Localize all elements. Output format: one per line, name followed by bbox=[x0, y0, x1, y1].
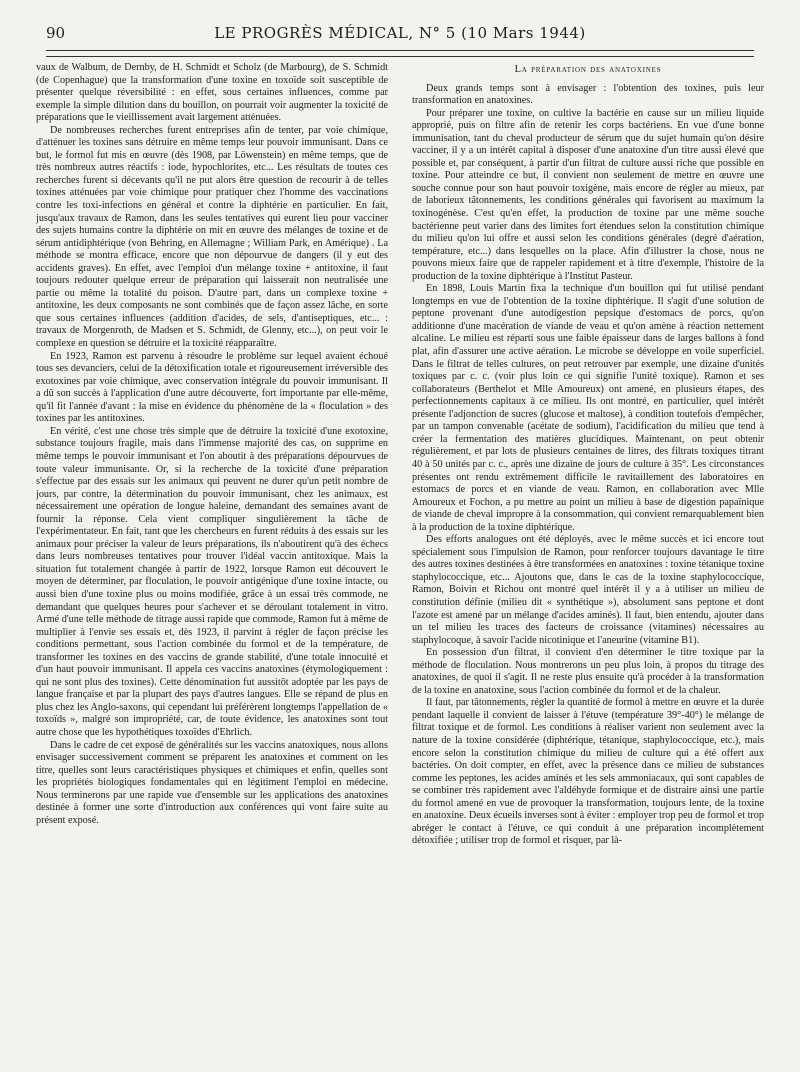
paragraph: vaux de Walbum, de Dernby, de H. Schmidt et Scholz (de Marbourg), de S. Schmidt (de Copenhague) que la transformation d'une toxine en toxoïde soit susceptible de présenter quelque réversibilité : en effet, sous certaines influences, comme par exemple la simple dilution dans du bouillon, on pourrait voir augmenter la toxicité de préparations que le vieillissement avait largement atténuées. bbox=[36, 62, 388, 124]
right-column bbox=[412, 62, 764, 1062]
paragraph: De nombreuses recherches furent entreprises afin de tenter, par voie chimique, d'atténuer les toxines sans détruire en même temps leur pouvoir immunisant. Dans ce but, le formol fut mis en œuvre (dès 1908, par Löwenstein) en même temps, que de très nombreux autres réactifs : iode, hypochlorites, etc... Les résultats de toutes ces recherches furent si décevants qu'il ne put alors être question de recourir à de telles toxines atténuées par voie chimique pour pratiquer chez l'homme des vaccinations contre les toxi-infections en général et contre la diphtérie en particulier. En fait, jusqu'aux travaux de Ramon, dans les seules tentatives qui eurent lieu pour vacciner des sujets humains contre la diphtérie on mit en œuvre des mélanges de toxine et de sérum antidiphtérique (von Behring, en Allemagne ; William Park, en Amérique) . La méthode se montra efficace, encore que non dépourvue de dangers (il y eut des accidents graves). En effet, avec l'emploi d'un mélange toxine + antitoxine, il faut toujours redouter quelque erreur de préparation qui laisserait non neutralisée une partie ou même la totalité du poison. D'autre part, dans un complexe toxine + antitoxine, les deux composants ne sont combinés que de façon assez lâche, en sorte que sous certaines influences (addition d'acides, de sels, d'antiseptiques, etc... : travaux de Morgenroth, de Madsen et S. Schmidt, de Glenny, etc...), on peut voir le complexe en question se détruire et la toxicité réapparaître. bbox=[36, 124, 388, 350]
page-header bbox=[46, 24, 754, 48]
header-rule bbox=[46, 50, 754, 57]
paragraph: Des efforts analogues ont été déployés, avec le même succès et ici encore tout spécialement sous l'impulsion de Ramon, pour renforcer toujours davantage le titre des autres toxines destinées à être transformées en anatoxines : toxine tétanique toxine staphylococcique, etc... Ajoutons que, dans le cas de la toxine staphylococcique, Ramon, Boivin et Richou ont montré quel intérêt il y a à utiliser un milieu de constitution définie (milieu dit « synthétique »), absolument sans peptone et dont l'azote est amené par un mélange d'acides aminés). Il faut, bien entendu, ajouter dans un tel milieu les traces des facteurs de croissance (vitamines) nécessaires au staphylocoque, à savoir l'acide nicotinique et l'aneurine (vitamine B1). bbox=[412, 534, 764, 646]
paragraph: Deux grands temps sont à envisager : l'obtention des toxines, puis leur transformation en anatoxines. bbox=[412, 82, 764, 107]
paragraph: En possession d'un filtrat, il convient d'en déterminer le titre toxique par la méthode de floculation. Nous montrerons un peu plus loin, à propos du titrage des anatoxines, de quoi il s'agit. Il ne reste plus ensuite qu'à procéder à la transformation de la toxine en anatoxine, sous l'action combinée du formol et de la chaleur. bbox=[412, 647, 764, 696]
paragraph: Il faut, par tâtonnements, régler la quantité de formol à mettre en œuvre et la durée pendant laquelle il convient de laisser à l'étuve (température 39°-40°) le mélange de filtrat toxique et de formol. Les conditions à réaliser varient non seulement avec la nature de la toxine considérée (diphtérique, tétanique, staphylococcique, etc.), mais encore selon la constitution chimique du milieu de culture qui a été offert aux bactéries. On doit compter, en effet, avec la présence dans ce milieu de substances comme les peptones, les acides aminés et les sels ammoniacaux, qui sont capables de se combiner très rapidement avec l'aldéhyde formique et de distraire ainsi une partie du formol amené en vue de provoquer la transformation, toujours lente, de la toxine en anatoxine. Deux écueils inverses sont à éviter : employer trop peu de formol et trop abréger le contact à l'étuve, ce qui conduit à une préparation incomplètement détoxifiée ; utiliser trop de formol et risquer, par là- bbox=[412, 697, 764, 847]
running-title: LE PROGRÈS MÉDICAL, N° 5 (10 Mars 1944) bbox=[214, 24, 586, 42]
left-column bbox=[36, 62, 388, 1062]
paragraph: En vérité, c'est une chose très simple que de détruire la toxicité d'une exotoxine, substance toujours fragile, mais dans l'immense majorité des cas, on supprime en même temps le pouvoir immunisant et l'on aboutit à des préparations dépourvues de toute valeur immunisante. Or, si la recherche de la toxicité d'une préparation s'effectue par des essais sur les animaux qui peuvent ne durer qu'un petit nombre de jours, par contre, la détermination du pouvoir immunisant, chez les animaux, est nécessairement une opération de longue haleine, demandant des semaines avant de fournir la réponse. Cela vient compliquer singulièrement la tâche de l'expérimentateur. En fait, tant que les chercheurs en furent réduits à des essais sur les animaux pour préciser la valeur de leurs préparations, ils n'aboutirent qu'à des échecs dans leurs nombreuses tentatives pour trouver l'idéal vaccin antitoxique. Mais la situation fut totalement changée à partir de 1922, lorsque Ramon eut découvert le moyen de déterminer, par floculation, le pouvoir antigénique d'une toxine intacte, ou aussi bien d'une toxine plus ou moins modifiée, grâce à un essai très commode, ne demandant que quelques heures pour s'achever et se déroulant totalement in vitro. Armé d'une telle méthode de titrage aussi rapide que commode, Ramon fut à même de multiplier à l'envie ses essais et, dès 1923, il parvint à régler de façon précise les conditions permettant, sous l'action combinée du formol et de la température, de transformer les toxines en des vaccins de grande stabilité, d'une totale innocuité et d'un haut pouvoir immunisant. Il appela ces vaccins anatoxines (étymologiquement : qui ne sont plus des toxines). Cette dénomination fut aussitôt adoptée par les pays de langue française et par la plupart des pays d'autres langues. Elle se répand de plus en plus chez les Anglo-saxons, qui cependant lui préférèrent longtemps l'appellation de « toxoïds », malgré son impropriété, car, de toute évidence, les anatoxines sont tout autre chose que les hypothétiques toxoïdes d'Ehrlich. bbox=[36, 425, 388, 738]
paragraph: Dans le cadre de cet exposé de généralités sur les vaccins anatoxiques, nous allons envisager successivement comment se préparent les anatoxines et comment on les titre, quelles sont leurs caractéristiques physiques et chimiques et enfin, quelles sont les propriétés biologiques fondamentales qui en légitiment l'emploi en médecine. Nous terminerons par une rapide vue d'ensemble sur les applications des anatoxines destinée à former une sorte d'introduction aux conférences qui vont faire suite au présent exposé. bbox=[36, 739, 388, 826]
paragraph: Pour préparer une toxine, on cultive la bactérie en cause sur un milieu liquide approprié, puis on filtre afin de retenir les corps bactériens. En vue d'une bonne immunisation, tant du cheval producteur de sérum que du sujet humain qu'on désire vacciner, il y a un intérêt capital à disposer d'une anatoxine d'un titre aussi élevé que possible et, par conséquent, à partir d'un filtrat de culture aussi riche que possible en toxine. Pour atteindre ce but, il convient non seulement de mettre en œuvre une souche connue pour son haut pouvoir toxigène, mais encore de régler au mieux, par de laborieux tâtonnements, les conditions générales qui favorisent au maximum la toxinogénèse. C'est qu'en effet, la production de toxine par une même souche bactérienne peut varier dans des limites fort étendues selon la constitution chimique du milieu qu'on lui offre et aussi selon les conditions générales (degré d'aération, température, etc...) dans lesquelles on la place. Afin d'illustrer la chose, nous ne pouvons mieux faire que de rappeler rapidement et à titre d'exemple, l'histoire de la production de la toxine diphtérique à l'Institut Pasteur. bbox=[412, 107, 764, 282]
section-title: La préparation des anatoxines bbox=[514, 64, 662, 75]
paragraph: En 1923, Ramon est parvenu à résoudre le problème sur lequel avaient échoué tous ses devanciers, celui de la détoxification totale et rigoureusement irréversible des exotoxines par voie chimique, avec conservation intégrale du pouvoir immunisant. Il a dû son succès à l'application d'une autre découverte, fort importante par elle-même, qu'il fit l'année d'avant : la mise en évidence du phénomène de la « floculation » des toxines par les antitoxines. bbox=[36, 350, 388, 425]
paragraph: En 1898, Louis Martin fixa la technique d'un bouillon qui fut utilisé pendant longtemps en vue de l'obtention de la toxine diphtérique. Il s'agit d'une solution de peptone provenant d'une autodigestion pepsique d'estomacs de porcs, qu'on additionne d'une macération de viande de veau et qu'on amène à réaction nettement alcaline. Le milieu est réparti sous une faible épaisseur dans de larges ballons à fond plat, afin d'assurer une active aération. Le microbe se développe en voile superficiel. Dans le filtrat de telles cultures, on peut retrouver par exemple, une dizaine d'unités toxiques par c. c. (voir plus loin ce qui signifie l'unité toxique). Ramon et ses collaborateurs (Berthelot et Mlle Amoureux) ont amené, en plusieurs étapes, des perfectionnements capitaux à ce milieu. Ils ont montré, en particulier, quel intérêt présente l'adjonction de sucres (glucose et maltose), à condition toutefois d'empêcher, par un tampon convenable (acétate de sodium), l'acidification du milieu que tend à créer la fermentation des matières glucidiques. Maintenant, on peut obtenir régulièrement, et par lots de plusieurs centaines de litres, des filtrats toxiques titrant 40 à 50 unités par c. c., après une dizaine de jours de culture à 35°. Les circonstances présentes ont rendu extrêmement difficile le ravitaillement des laboratoires en estomacs de porcs et en viande de veau. Ramon, en collaboration avec Mlle Amoureux et Fochon, a pu mettre au point un milieu à base de digestion papaïnique de viande de cheval impropre à la consommation, qui convient remarquablement bien à la production de la toxine diphtérique. bbox=[412, 283, 764, 533]
page-number: 90 bbox=[46, 24, 66, 42]
